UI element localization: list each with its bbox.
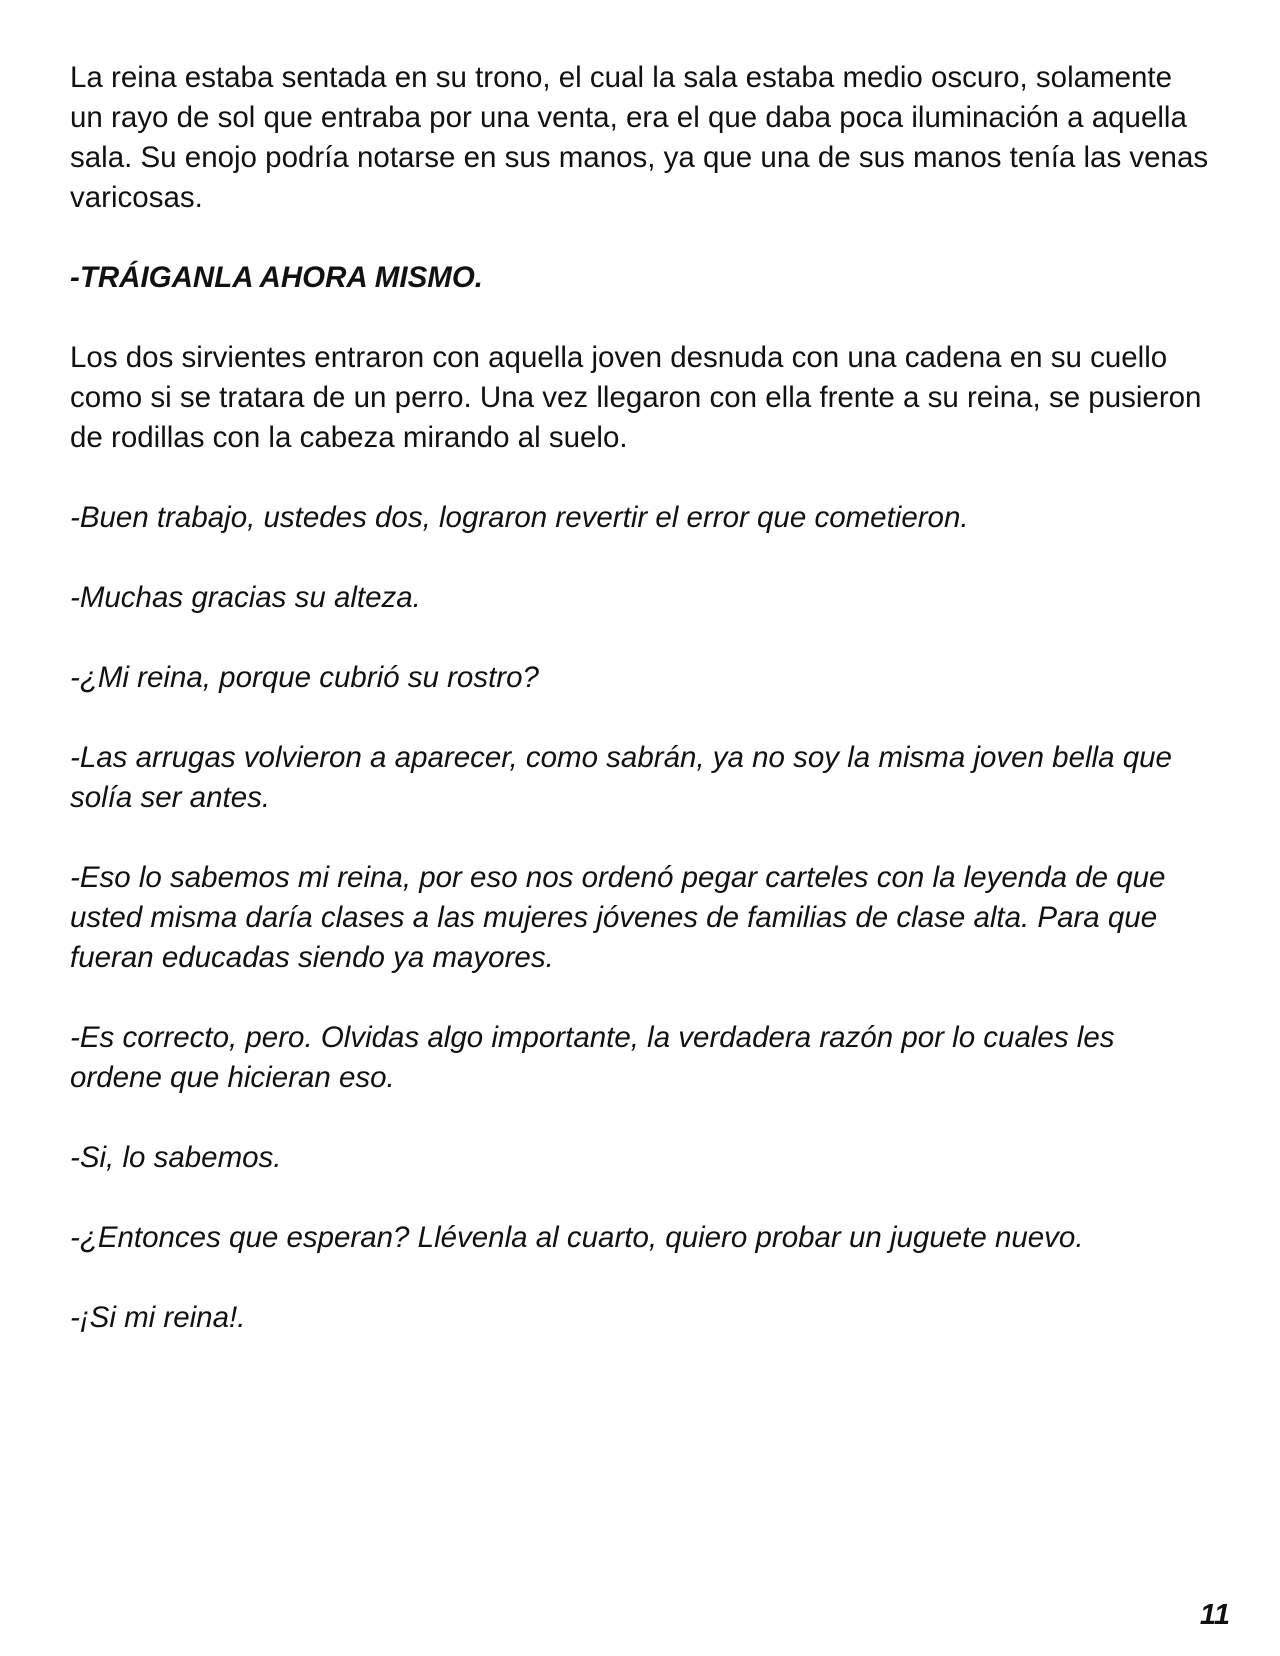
dialogue-line: -¡Si mi reina!. [70,1301,246,1334]
page-number: 11 [1199,1599,1230,1631]
dialogue-line: -Las arrugas volvieron a aparecer, como sabrán, ya no soy la misma joven bella que solía ser antes. [70,741,1172,814]
dialogue-line: -Si, lo sabemos. [70,1141,282,1174]
dialogue-queen-order: -TRÁIGANLA AHORA MISMO. [70,261,483,294]
dialogue-line: -Es correcto, pero. Olvidas algo importante, la verdadera razón por lo cuales les ordene que hicieran eso. [70,1021,1115,1094]
dialogue-line: -Eso lo sabemos mi reina, por eso nos ordenó pegar carteles con la leyenda de que usted misma daría clases a las mujeres jóvenes de familias de clase alta. Para que fueran educadas siendo ya mayores. [70,861,1166,974]
dialogue-line: -¿Entonces que esperan? Llévenla al cuarto, quiero probar un juguete nuevo. [70,1221,1084,1254]
dialogue-line: -Muchas gracias su alteza. [70,581,421,614]
paragraph-narration-1: La reina estaba sentada en su trono, el cual la sala estaba medio oscuro, solamente un rayo de sol que entraba por una venta, era el que daba poca iluminación a aquella sala. Su enojo podría notarse en sus manos, ya que una de sus manos tenía las venas varicosas. [70,61,1209,214]
paragraph-narration-2: Los dos sirvientes entraron con aquella joven desnuda con una cadena en su cuello como si se tratara de un perro. Una vez llegaron con ella frente a su reina, se pusieron de rodillas con la cabeza mirando al suelo. [70,341,1202,454]
dialogue-line: -Buen trabajo, ustedes dos, lograron revertir el error que cometieron. [70,501,969,534]
page-body [70,58,1210,1378]
dialogue-line: -¿Mi reina, porque cubrió su rostro? [70,661,539,694]
